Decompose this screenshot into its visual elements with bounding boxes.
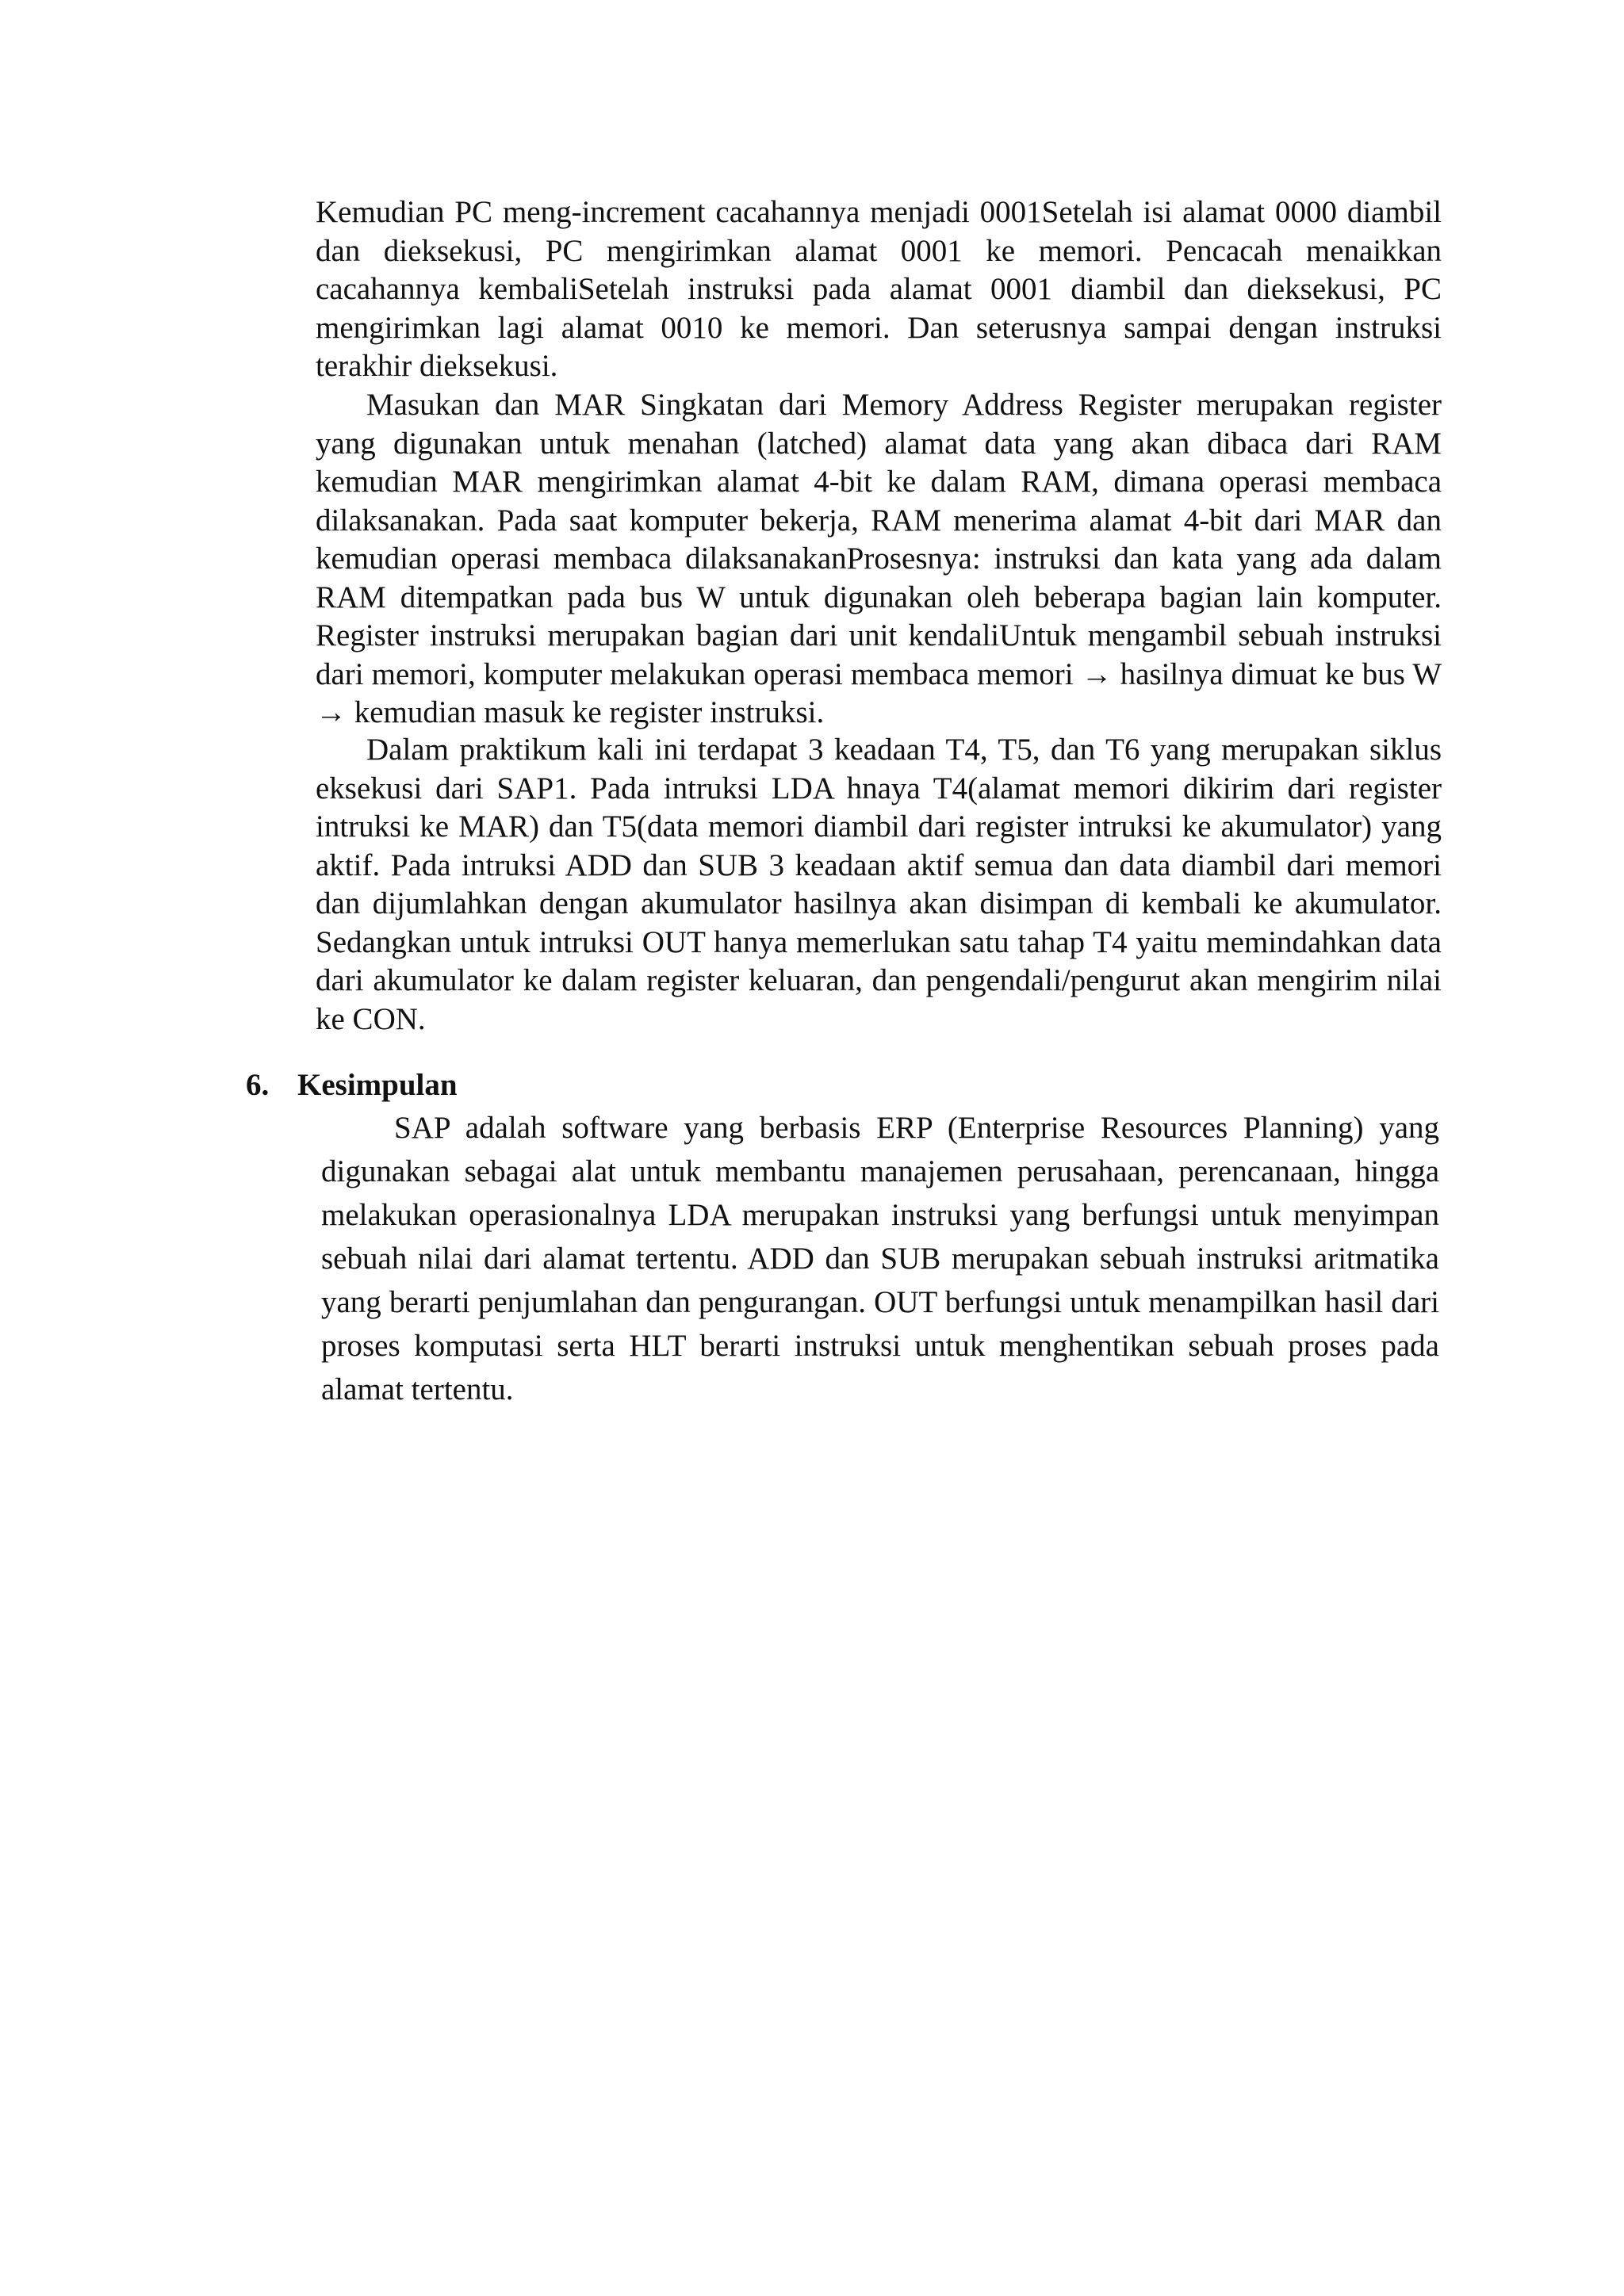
section-number: 6. (246, 1068, 270, 1102)
section-heading-kesimpulan (246, 1066, 458, 1104)
paragraph-execution-cycle: Dalam praktikum kali ini terdapat 3 keadaan T4, T5, dan T6 yang merupakan siklus eksekusi dari SAP1. Pada intruksi LDA hnaya T4(alamat memori dikirim dari register intruksi ke MAR) dan T5(data memori diambil dari register intruksi ke akumulator) yang aktif. Pada intruksi ADD dan SUB 3 keadaan aktif semua dan data diambil dari memori dan dijumlahkan dengan akumulator hasilnya akan disimpan di kembali ke akumulator. Sedangkan untuk intruksi OUT hanya memerlukan satu tahap T4 yaitu memindahkan data dari akumulator ke dalam register keluaran, dan pengendali/pengurut akan mengirim nilai ke CON. (316, 733, 1442, 1036)
paragraph-kesimpulan: SAP adalah software yang berbasis ERP (Enterprise Resources Planning) yang digunakan sebagai alat untuk membantu manajemen perusahaan, perencanaan, hingga melakukan operasionalnya LDA merupakan instruksi yang berfungsi untuk menyimpan sebuah nilai dari alamat tertentu. ADD dan SUB merupakan sebuah instruksi aritmatika yang berarti penjumlahan dan pengurangan. OUT berfungsi untuk menampilkan hasil dari proses komputasi serta HLT berarti instruksi untuk menghentikan sebuah proses pada alamat tertentu. (321, 1111, 1439, 1406)
section-title: Kesimpulan (297, 1068, 458, 1102)
paragraph-pc-increment: Kemudian PC meng-increment cacahannya menjadi 0001Setelah isi alamat 0000 diambil dan dieksekusi, PC mengirimkan alamat 0001 ke memori. Pencacah menaikkan cacahannya kembaliSetelah instruksi pada alamat 0001 diambil dan dieksekusi, PC mengirimkan lagi alamat 0010 ke memori. Dan seterusnya sampai dengan instruksi terakhir dieksekusi. (316, 195, 1442, 383)
paragraph-mar: Masukan dan MAR Singkatan dari Memory Address Register merupakan register yang digunakan untuk menahan (latched) alamat data yang akan dibaca dari RAM kemudian MAR mengirimkan alamat 4-bit ke dalam RAM, dimana operasi membaca dilaksanakan. Pada saat komputer bekerja, RAM menerima alamat 4-bit dari MAR dan kemudian operasi membaca dilaksanakanProsesnya: instruksi dan kata yang ada dalam RAM ditempatkan pada bus W untuk digunakan oleh beberapa bagian lain komputer. Register instruksi merupakan bagian dari unit kendaliUntuk mengambil sebuah instruksi dari memori, komputer melakukan operasi membaca memori → hasilnya dimuat ke bus W → kemudian masuk ke register instruksi. (316, 388, 1442, 729)
